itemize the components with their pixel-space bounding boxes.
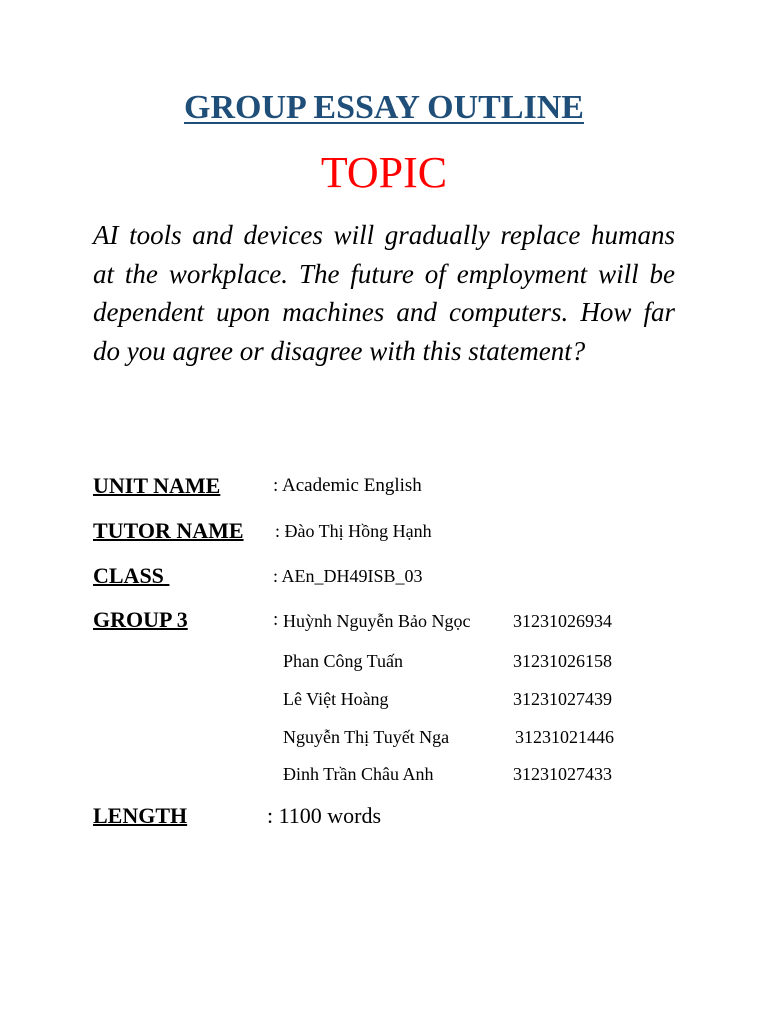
member-name: Lê Việt Hoàng: [283, 689, 389, 709]
member-id: 31231026934: [513, 611, 612, 631]
member-name: Huỳnh Nguyễn Bảo Ngọc: [283, 611, 471, 631]
member-id: 31231026158: [513, 651, 612, 671]
length-label: LENGTH: [93, 803, 188, 828]
class-value: : AEn_DH49ISB_03: [273, 566, 423, 586]
length-value: : 1100 words: [267, 803, 382, 828]
member-name: Nguyễn Thị Tuyết Nga: [283, 727, 450, 747]
member-name: Đinh Trần Châu Anh: [283, 764, 434, 784]
class-label-text: CLASS: [93, 563, 164, 588]
unit-value: : Academic English: [273, 475, 422, 496]
topic-heading: TOPIC: [320, 148, 448, 197]
page-title: GROUP ESSAY OUTLINE: [184, 89, 584, 126]
topic-statement: AI tools and devices will gradually replace humans at the workplace. The future of employment will be dependent upon machines and computers. How far do you agree or disagree with this statement?: [93, 220, 675, 366]
class-label: [93, 561, 169, 591]
group-colon: :: [273, 609, 279, 630]
group-label: GROUP 3: [93, 607, 188, 632]
tutor-value: : Đào Thị Hồng Hạnh: [275, 521, 432, 541]
member-id: 31231027433: [513, 764, 612, 784]
member-name: Phan Công Tuấn: [283, 651, 404, 671]
tutor-label: TUTOR NAME: [93, 518, 244, 543]
member-id: 31231021446: [515, 727, 614, 747]
member-id: 31231027439: [513, 689, 612, 709]
unit-label: UNIT NAME: [93, 473, 221, 498]
